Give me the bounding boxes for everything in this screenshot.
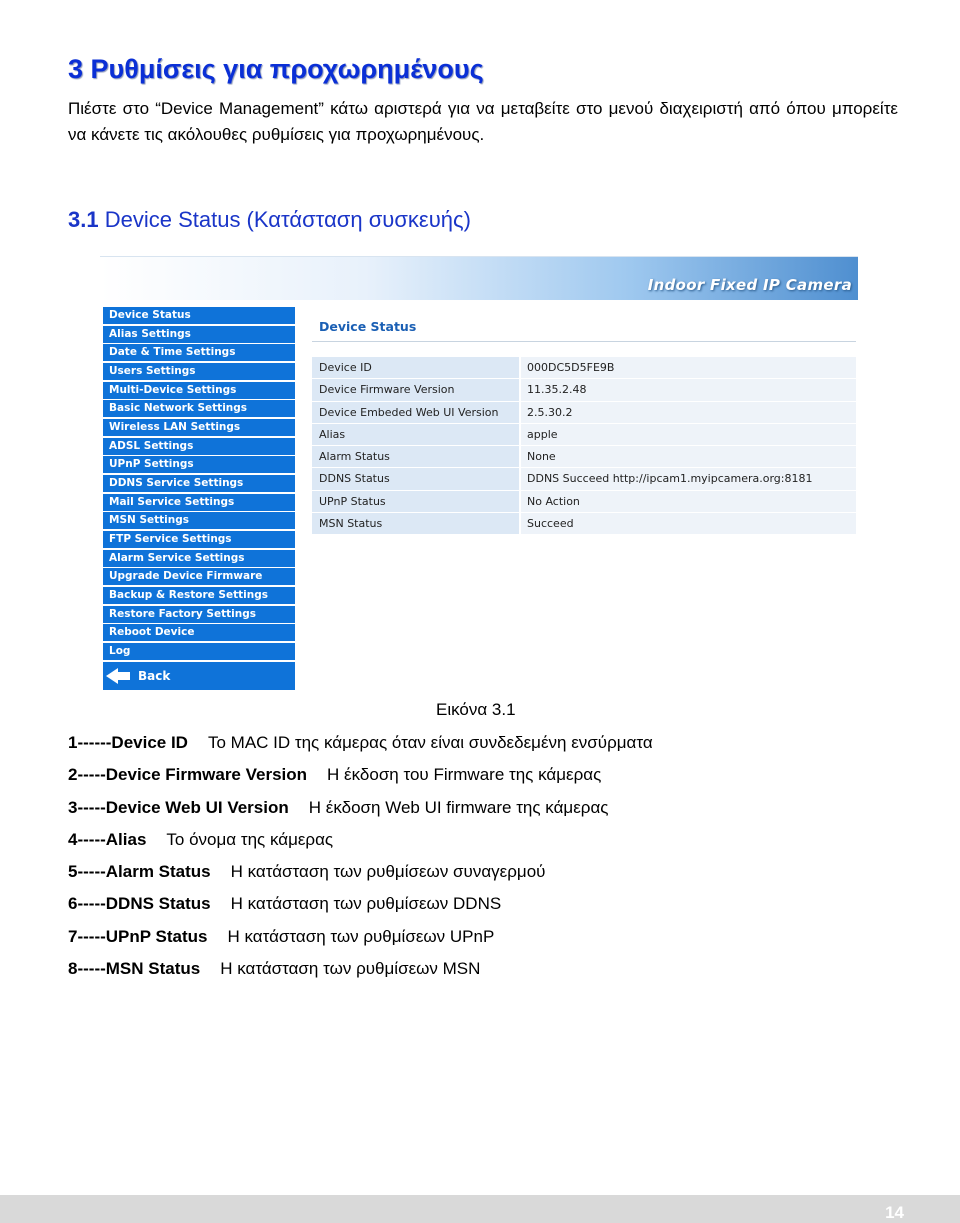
status-value: 11.35.2.48 xyxy=(521,379,856,401)
definition-term: 7-----UPnP Status xyxy=(68,926,208,946)
definition-term: 5-----Alarm Status xyxy=(68,862,211,882)
definition-term: 1------Device ID xyxy=(68,733,188,752)
definition-desc: Το όνομα της κάμερας xyxy=(166,829,334,849)
menu-item-device-status[interactable]: Device Status xyxy=(103,307,295,324)
definition-item xyxy=(68,925,928,957)
menu-item-upgrade-device-firmware[interactable]: Upgrade Device Firmware xyxy=(103,568,295,585)
menu-item-log[interactable]: Log xyxy=(103,643,295,660)
status-row-alias xyxy=(312,424,856,446)
status-label: Device ID xyxy=(312,357,519,379)
section-heading: 3 Ρυθμίσεις για προχωρημένους xyxy=(68,54,484,84)
status-row-ddns-status xyxy=(312,468,856,490)
subsection-number: 3.1 xyxy=(68,207,99,232)
menu-item-msn-settings[interactable]: MSN Settings xyxy=(103,512,295,529)
status-label: DDNS Status xyxy=(312,468,519,490)
panel-title: Device Status xyxy=(319,319,417,334)
status-row-web-ui-version xyxy=(312,402,856,424)
definition-desc: Η κατάσταση των ρυθμίσεων DDNS xyxy=(230,894,502,914)
menu-item-ftp-service-settings[interactable]: FTP Service Settings xyxy=(103,531,295,548)
status-value: 2.5.30.2 xyxy=(521,402,856,424)
status-value: None xyxy=(521,446,856,468)
status-row-alarm-status xyxy=(312,446,856,468)
definition-desc: Η έκδοση του Firmware της κάμερας xyxy=(327,765,602,785)
status-label: UPnP Status xyxy=(312,491,519,513)
definition-term: 4-----Alias xyxy=(68,829,147,849)
figure-caption: Εικόνα 3.1 xyxy=(436,700,516,719)
definition-item xyxy=(68,828,928,860)
status-label: Alarm Status xyxy=(312,446,519,468)
definition-item xyxy=(68,796,928,828)
device-status-screenshot xyxy=(100,256,858,686)
definition-desc: Το MAC ID της κάμερας όταν είναι συνδεδεμένη ενσύρματα xyxy=(207,733,653,752)
camera-banner xyxy=(100,256,858,300)
definition-item xyxy=(68,860,928,892)
definition-item xyxy=(68,957,928,989)
definition-term: 3-----Device Web UI Version xyxy=(68,797,289,817)
definition-desc: Η έκδοση Web UI firmware της κάμερας xyxy=(308,797,609,817)
menu-item-users-settings[interactable]: Users Settings xyxy=(103,363,295,380)
status-table xyxy=(312,357,856,535)
menu-item-upnp-settings[interactable]: UPnP Settings xyxy=(103,456,295,473)
status-value: apple xyxy=(521,424,856,446)
status-label: Device Firmware Version xyxy=(312,379,519,401)
intro-paragraph: Πιέστε στο “Device Management” κάτω αριστερά για να μεταβείτε στο μενού διαχειριστή από όπου μπορείτε να κάνετε τις ακόλουθες ρυθμίσεις για προχωρημένους. xyxy=(68,99,898,144)
definition-desc: Η κατάσταση των ρυθμίσεων UPnP xyxy=(227,926,495,946)
definitions-list xyxy=(68,731,928,989)
status-value: Succeed xyxy=(521,513,856,535)
menu-item-alarm-service-settings[interactable]: Alarm Service Settings xyxy=(103,550,295,567)
definition-item xyxy=(68,731,928,763)
page-number: 14 xyxy=(885,1203,904,1222)
status-row-msn-status xyxy=(312,513,856,535)
panel-divider xyxy=(312,341,856,342)
subsection-title: Device Status (Κατάσταση συσκευής) xyxy=(104,207,471,232)
definition-term: 8-----MSN Status xyxy=(68,959,201,979)
definition-term: 2-----Device Firmware Version xyxy=(68,765,308,785)
status-row-upnp-status xyxy=(312,491,856,513)
definition-desc: Η κατάσταση των ρυθμίσεων MSN xyxy=(220,959,481,979)
menu-item-restore-factory-settings[interactable]: Restore Factory Settings xyxy=(103,606,295,623)
menu-item-reboot-device[interactable]: Reboot Device xyxy=(103,624,295,641)
menu-item-multi-device-settings[interactable]: Multi-Device Settings xyxy=(103,382,295,399)
status-value: No Action xyxy=(521,491,856,513)
settings-menu xyxy=(103,307,295,690)
definition-desc: Η κατάσταση των ρυθμίσεων συναγερμού xyxy=(230,862,546,882)
menu-item-ddns-service-settings[interactable]: DDNS Service Settings xyxy=(103,475,295,492)
menu-item-adsl-settings[interactable]: ADSL Settings xyxy=(103,438,295,455)
status-label: Device Embeded Web UI Version xyxy=(312,402,519,424)
status-value: DDNS Succeed http://ipcam1.myipcamera.org:8181 xyxy=(521,468,856,490)
definition-item xyxy=(68,763,928,795)
subsection-heading xyxy=(68,207,471,233)
menu-item-mail-service-settings[interactable]: Mail Service Settings xyxy=(103,494,295,511)
footer-bar xyxy=(0,1195,960,1223)
definition-item xyxy=(68,892,928,924)
status-label: Alias xyxy=(312,424,519,446)
menu-item-basic-network-settings[interactable]: Basic Network Settings xyxy=(103,400,295,417)
back-label: Back xyxy=(138,668,171,683)
definition-term: 6-----DDNS Status xyxy=(68,894,211,914)
status-row-firmware-version xyxy=(312,379,856,401)
status-value: 000DC5D5FE9B xyxy=(521,357,856,379)
back-arrow-icon xyxy=(104,667,132,685)
menu-item-date-time-settings[interactable]: Date & Time Settings xyxy=(103,344,295,361)
status-label: MSN Status xyxy=(312,513,519,535)
menu-item-alias-settings[interactable]: Alias Settings xyxy=(103,326,295,343)
menu-item-wireless-lan-settings[interactable]: Wireless LAN Settings xyxy=(103,419,295,436)
banner-title: Indoor Fixed IP Camera xyxy=(647,276,852,294)
menu-item-backup-restore-settings[interactable]: Backup & Restore Settings xyxy=(103,587,295,604)
status-row-device-id xyxy=(312,357,856,379)
back-button[interactable] xyxy=(103,662,295,690)
